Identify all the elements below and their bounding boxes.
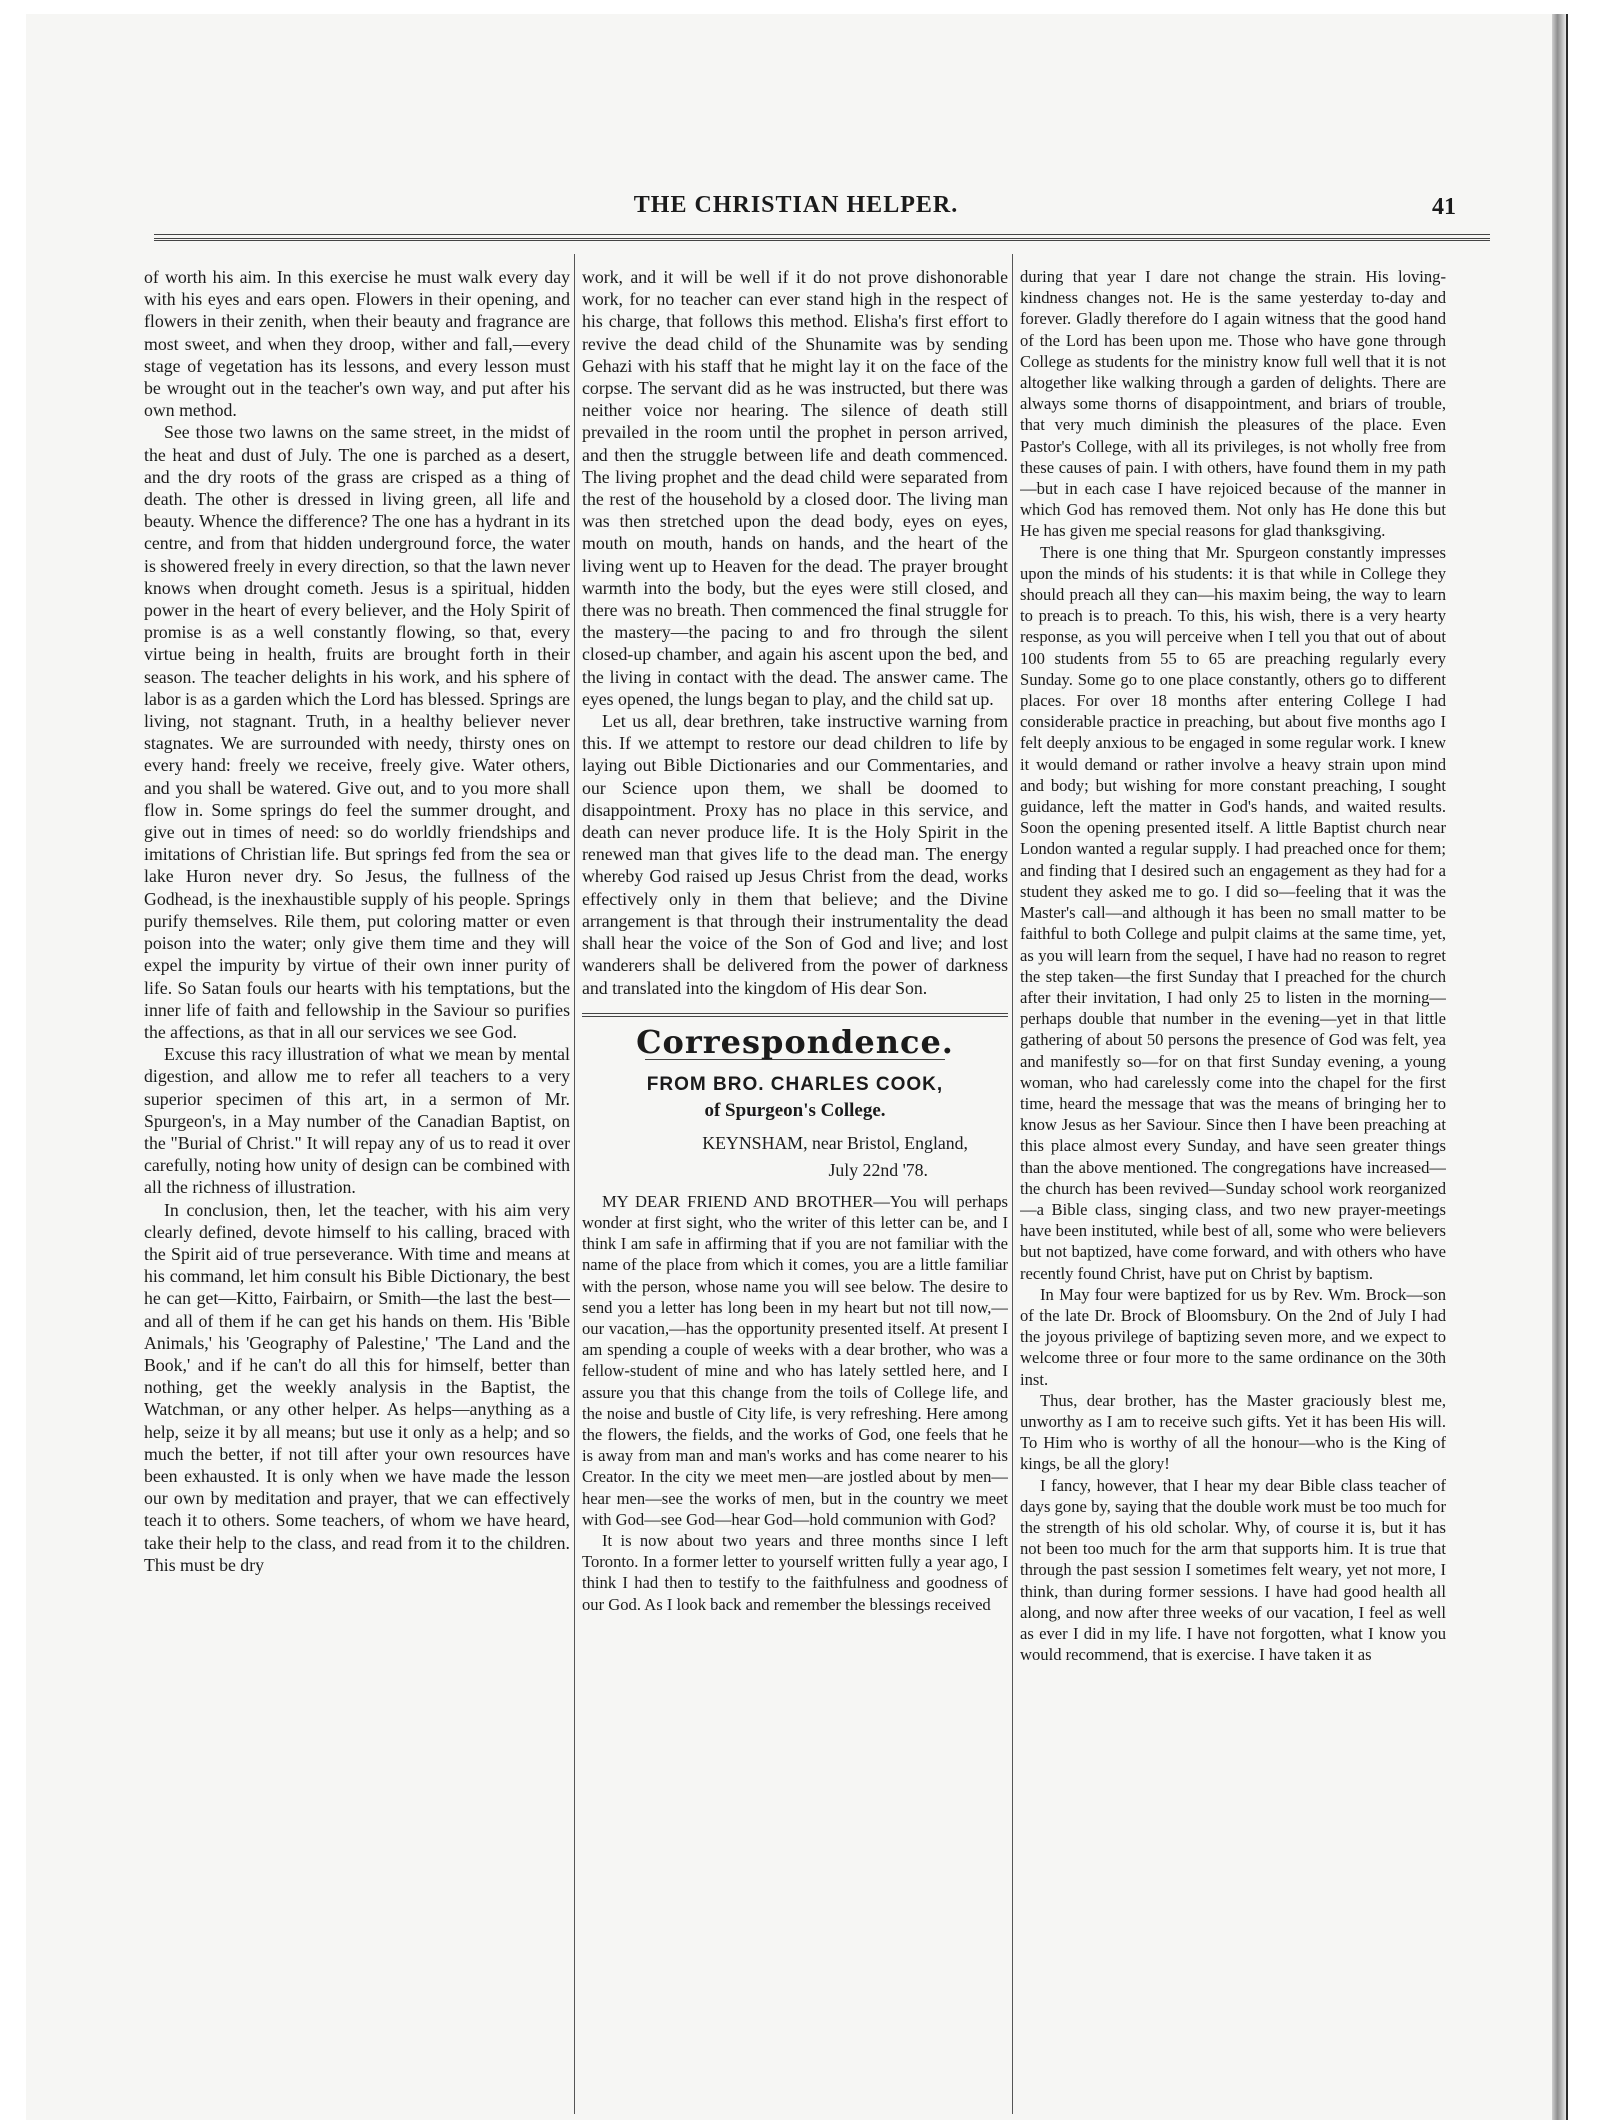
column-3 xyxy=(1020,266,1446,2101)
column-2 xyxy=(582,266,1008,2101)
paragraph: Let us all, dear brethren, take instructive warning from this. If we attempt to restore our dead children to life by laying out Bible Dictionaries and our Commentaries, and our Science upon them, we shall be doomed to disappointment. Proxy has no place in this service, and death can never produce life. It is the Holy Spirit in the renewed man that gives life to the dead man. The energy whereby God raised up Jesus Christ from the dead, works effectively only in them that believe; and the Divine arrangement is that through their instrumentality the dead shall hear the voice of the Son of God and live; and lost wanderers shall be delivered from the power of darkness and translated into the kingdom of His dear Son. xyxy=(582,711,1008,998)
paragraph: Thus, dear brother, has the Master graciously blest me, unworthy as I am to receive such gifts. Yet it has been His will. To Him who is worthy of all the honour—who is the King of kings, be all the glory! xyxy=(1020,1390,1446,1474)
letter-date: July 22nd '78. xyxy=(828,1159,928,1180)
paragraph: I fancy, however, that I hear my dear Bible class teacher of days gone by, saying that the double work must be too much for the strength of his old scholar. Why, of course it is, but it has not been too much for the arm that supports him. It is true that through the past session I sometimes felt weary, yet not more, I think, than during former sessions. I have had good health all along, and now after three weeks of our vacation, I feel as well as ever I did in my life. I have not forgotten, what I know you would recommend, that is exercise. I have taken it as xyxy=(1020,1475,1446,1665)
paragraph: Excuse this racy illustration of what we mean by mental digestion, and allow me to refer all teachers to a very superior specimen of this art, in a sermon of Mr. Spurgeon's, in a May number of the Canadian Baptist, on the "Burial of Christ." It will repay any of us to read it over carefully, noting how unity of design can be combined with all the richness of illustration. xyxy=(144,1044,570,1198)
paragraph: It is now about two years and three months since I left Toronto. In a former letter to yourself written fully a year ago, I think I had then to testify to the faithfulness and goodness of our God. As I look back and remember the blessings received xyxy=(582,1530,1008,1614)
paragraph: See those two lawns on the same street, in the midst of the heat and dust of July. The one is parched as a desert, and the dry roots of the grass are crisped as a thing of death. The other is dressed in living green, all life and beauty. Whence the difference? The one has a hydrant in its centre, and from that hidden underground force, the water is showered freely in every direction, so that the lawn never knows when drought cometh. Jesus is a spiritual, hidden power in the heart of every believer, and the Holy Spirit of promise is as a well constantly flowing, so that, every virtue being in health, fruits are brought forth in their season. The teacher delights in his work, and his sphere of labor is as a garden which the Lord has blessed. Springs are living, not stagnant. Truth, in a healthy believer never stagnates. We are surrounded with needy, thirsty ones on every hand: freely we receive, freely give. Water others, and you shall be watered. Give out, and to you more shall flow in. Some springs do feel the summer drought, and give out in times of need: so do worldly friendships and imitations of Christian life. But springs fed from the sea or lake Huron never dry. So Jesus, the fullness of the Godhead, is the inexhaustible supply of his people. Springs purify themselves. Rile them, put coloring matter or even poison into the water; only give them time and they will expel the impurity by virtue of their own inner purity of life. So Satan fouls our hearts with his temptations, but the inner life of faith and fellowship in the Saviour so purifies the affections, as that in all our services we see God. xyxy=(144,422,570,1042)
paragraph: In conclusion, then, let the teacher, with his aim very clearly defined, devote himself to his calling, braced with the Spirit aid of true perseverance. With time and means at his command, let him consult his Bible Dictionary, the best he can get—Kitto, Fairbairn, or Smith—the last the best—and all of them if he can get his hands on them. His 'Bible Animals,' his 'Geography of Palestine,' 'The Land and the Book,' and if he can't do all this for himself, better than nothing, get the weekly analysis in the Baptist, the Watchman, or any other helper. As helps—anything as a help, seize it by all means; but use it only as a help; and so much the better, if not till after your own resources have been exhausted. It is only when we have made the lesson our own by meditation and prayer, that we can effectively teach it to others. Some teachers, of whom we have heard, take their help to the class, and read from it to the children. This must be dry xyxy=(144,1199,570,1575)
paragraph: of worth his aim. In this exercise he must walk every day with his eyes and ears open. Flowers in their opening, and flowers in their zenith, when their beauty and fragrance are most sweet, and when they droop, wither and fall,—every stage of vegetation has its lessons, and every lesson must be wrought out in the teacher's own way, and put after his own method. xyxy=(144,267,570,421)
page-header xyxy=(26,192,1566,232)
paragraph: during that year I dare not change the strain. His loving-kindness changes not. He is the same yesterday to-day and forever. Gladly therefore do I again witness that the good hand of the Lord has been upon me. Those who have gone through College as students for the ministry know full well that it is not altogether like walking through a garden of delights. There are always some thorns of disappointment, and briars of trouble, that very much diminish the pleasures of the place. Even Pastor's College, with all its privileges, is not wholly free from these causes of pain. I with others, have found them in my path —but in each case I have rejoiced because of the manner in which God has removed them. Not only has He done this but He has given me special reasons for glad thanksgiving. xyxy=(1020,267,1446,541)
paragraph: In May four were baptized for us by Rev. Wm. Brock—son of the late Dr. Brock of Bloomsbury. On the 2nd of July I had the joyous privilege of baptizing seven more, and we expect to welcome three or four more to the same ordinance on the 30th inst. xyxy=(1020,1284,1446,1389)
magazine-page xyxy=(26,14,1568,2120)
book-gutter xyxy=(1552,14,1566,2120)
paragraph: There is one thing that Mr. Spurgeon constantly impresses upon the minds of his students: it is that while in College they should preach all they can—his maxim being, the way to learn to preach is to preach. To this, his wish, there is a very hearty response, as you will perceive when I tell you that out of about 100 students from 55 to 65 are preaching regularly every Sunday. Some go to one place constantly, others go to different places. For over 18 months after entering College I had considerable practice in preaching, but about five months ago I felt deeply anxious to be engaged in some regular work. I knew it would demand or rather involve a heavy strain upon mind and body; but wishing for more constant preaching, I sought guidance, left the matter in God's hands, and waited results. Soon the opening presented itself. A little Baptist church near London wanted a regular supply. I had preached once for them; and finding that I desired such an engagement as they had for a student they asked me to go. I did so—feeling that it was the Master's call—and although it has been no small matter to be faithful to both College and pulpit claims at the same time, yet, as you will learn from the sequel, I have had no reason to regret the step taken—the first Sunday that I preached for the church after their invitation, I had only 25 to listen in the morning—perhaps double that number in the evening—yet in that little gathering of about 50 persons the presence of God was felt, yea and manifestly so—for on that first Sunday evening, a young woman, who had carelessly come into the chapel for the first time, heard the message that was the means of bringing her to know Jesus as her Saviour. Since then I have been preaching at this place almost every Sunday, and have seen greater things than the above mentioned. The congregations have increased—the church has been revived—Sunday school work reorganized—a Bible class, singing class, and two new prayer-meetings have been instituted, while best of all, some who were believers but not baptized, have come forward, and with others who have recently found Christ, have put on Christ by baptism. xyxy=(1020,542,1446,1283)
letter-body xyxy=(582,1191,1008,1615)
paragraph: work, and it will be well if it do not prove dishonorable work, for no teacher can ever stand high in the respect of his charge, that follows this method. Elisha's first effort to revive the dead child of the Shunamite was by sending Gehazi with his staff that he might lay it on the face of the corpse. The servant did as he was instructed, but there was neither voice nor hearing. The silence of death still prevailed in the room until the prophet in person arrived, and then the struggle between life and death commenced. The living prophet and the dead child were separated from the rest of the household by a closed door. The living man was then stretched upon the dead body, eyes on eyes, mouth on mouth, hands on hands, and the heart of the living went up to Heaven for the dead. The prayer brought warmth into the body, but the eyes were still closed, and there was no breath. Then commenced the final struggle for the mastery—the pacing to and fro through the silent closed-up chamber, and again his ascent upon the bed, and the living in contact with the dead. The answer came. The eyes opened, the lungs began to play, and the child sat up. xyxy=(582,267,1008,709)
letter-college: of Spurgeon's College. xyxy=(704,1100,886,1122)
paragraph: MY DEAR FRIEND AND BROTHER—You will perhaps wonder at first sight, who the writer of this letter can be, and I think I am safe in affirming that if you are not familiar with the name of the place from which it comes, you are a little familiar with the person, whose name you will see below. The desire to send you a letter has long been in my heart but not till now,—our vacation,—has the opportunity presented itself. At present I am spending a couple of weeks with a dear brother, who was a fellow-student of mine and who has lately settled here, and I assure you that this change from the toils of College life, and the noise and bustle of City life, is very refreshing. Here among the flowers, the fields, and the works of God, one feels that he is away from man and man's works and has come nearer to his Creator. In the city we meet men—are jostled about by men—hear men—see the works of men, but in the country we meet with God—see God—hear God—hold communion with God? xyxy=(582,1191,1008,1529)
column-divider xyxy=(574,254,575,2114)
running-title: THE CHRISTIAN HELPER. xyxy=(633,192,959,218)
section-rule xyxy=(582,1013,1008,1017)
column-1 xyxy=(144,266,570,2101)
letter-place: KEYNSHAM, near Bristol, England, xyxy=(702,1133,968,1154)
section-heading: Correspondence. xyxy=(636,1022,954,1061)
header-rule xyxy=(154,234,1490,241)
page-number: 41 xyxy=(1432,194,1456,220)
letter-from: FROM BRO. CHARLES COOK, xyxy=(646,1073,944,1095)
column-divider xyxy=(1012,254,1013,2114)
